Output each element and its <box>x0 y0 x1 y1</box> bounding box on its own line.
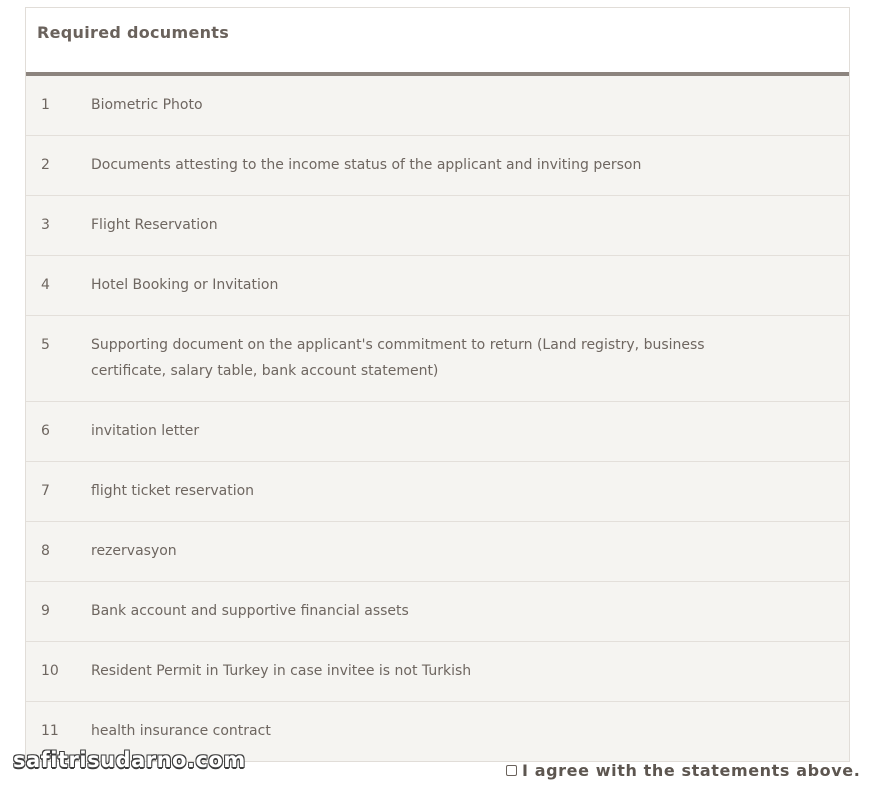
item-text: Flight Reservation <box>91 217 218 233</box>
list-item <box>26 582 849 642</box>
agree-label[interactable]: I agree with the statements above. <box>522 761 861 780</box>
list-item <box>26 642 849 702</box>
list-item <box>26 256 849 316</box>
item-text: Resident Permit in Turkey in case invitee is not Turkish <box>91 663 472 679</box>
item-number: 9 <box>41 603 50 619</box>
list-item <box>26 462 849 522</box>
panel-header <box>26 8 849 76</box>
panel-title: Required documents <box>37 23 230 42</box>
list-item <box>26 76 849 136</box>
documents-list <box>26 76 849 761</box>
item-number: 5 <box>41 337 50 353</box>
item-text: flight ticket reservation <box>91 483 255 499</box>
agree-checkbox[interactable] <box>506 765 517 776</box>
item-number: 11 <box>41 723 59 739</box>
item-text: Documents attesting to the income status of the applicant and inviting person <box>91 157 642 173</box>
item-text: Bank account and supportive financial assets <box>91 603 409 619</box>
item-number: 6 <box>41 423 50 439</box>
watermark: safitrisudarno.com <box>13 748 246 772</box>
item-text: health insurance contract <box>91 723 271 739</box>
list-item <box>26 402 849 462</box>
item-number: 7 <box>41 483 50 499</box>
item-number: 4 <box>41 277 50 293</box>
list-item <box>26 316 849 402</box>
agree-checkbox-row[interactable] <box>506 761 860 780</box>
item-text: Supporting document on the applicant's commitment to return (Land registry, business certificate, salary table, bank account statement) <box>91 337 705 379</box>
item-number: 10 <box>41 663 59 679</box>
list-item <box>26 196 849 256</box>
item-text: Hotel Booking or Invitation <box>91 277 279 293</box>
item-number: 1 <box>41 97 50 113</box>
item-number: 3 <box>41 217 50 233</box>
required-documents-panel <box>25 7 850 762</box>
item-text: invitation letter <box>91 423 200 439</box>
item-text: Biometric Photo <box>91 97 203 113</box>
list-item <box>26 522 849 582</box>
item-text: rezervasyon <box>91 543 177 559</box>
item-number: 2 <box>41 157 50 173</box>
list-item <box>26 136 849 196</box>
item-number: 8 <box>41 543 50 559</box>
